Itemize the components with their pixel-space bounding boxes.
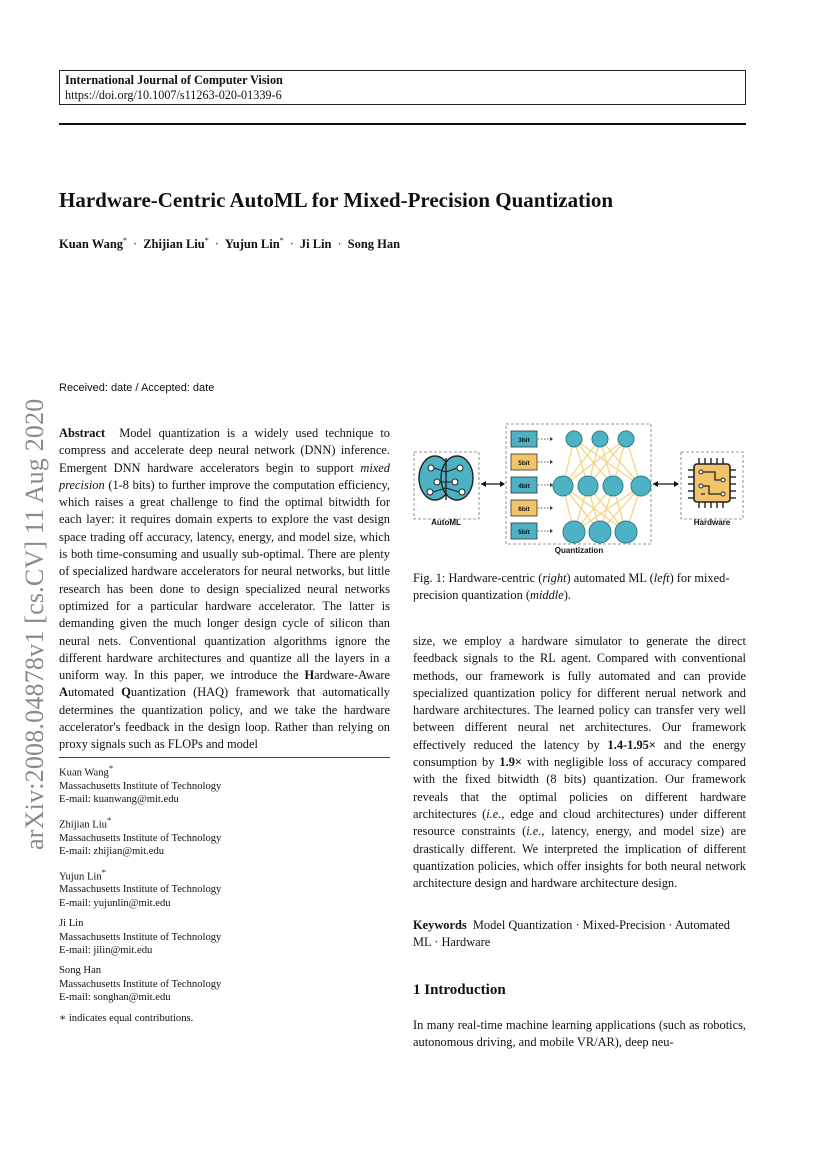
equal-mark: * (101, 866, 107, 877)
affiliation-entry (59, 762, 390, 807)
author-name: Ji Lin (299, 237, 332, 252)
affiliation-entry (59, 917, 390, 957)
author-separator: · (214, 237, 219, 252)
abstract-text: Model quantization is a widely used technique to compress and accelerate deep neural network (DNN) inference. Emergent DNN hardware accelerators begin to support (59, 426, 391, 475)
affiliation-institution: Massachusetts Institute of Technology (59, 832, 222, 844)
affiliation-institution: Massachusetts Institute of Technology (59, 884, 222, 896)
bit-box-5 (511, 523, 537, 539)
paper-title: Hardware-Centric AutoML for Mixed-Precision Quantization (59, 188, 614, 212)
svg-text:5bit: 5bit (518, 529, 530, 536)
caption-emphasis: middle (530, 588, 564, 603)
caption-text: ) for mixed-precision quantization ( (413, 571, 730, 603)
bit-box-4 (511, 500, 537, 516)
doi-link[interactable]: https://doi.org/10.1007/s11263-020-01339-6 (65, 88, 282, 102)
neuron-layer-3 (563, 521, 637, 543)
author-name: Yujun Lin (224, 237, 280, 252)
author-name: Song Han (347, 237, 401, 252)
equal-contribution-note: ∗ indicates equal contributions. (59, 1012, 194, 1024)
quantization-label: Quantization (554, 546, 604, 555)
equal-mark: * (279, 236, 284, 245)
abstract-text: uantization (HAQ) framework that automatically determines the quantization policy, and we take the hardware accelerator's feedback in the design loop. Rather than relying on proxy signals such as FLOPs and model (59, 685, 390, 752)
header-rule (59, 123, 746, 125)
abstract-text: ardware-Aware (314, 668, 390, 683)
abstract-emphasis: i.e. (526, 824, 542, 839)
latency-speedup: 1.4-1.95× (607, 737, 656, 752)
affiliation-name: Song Han (59, 965, 102, 977)
svg-text:5bit: 5bit (518, 460, 530, 467)
affiliation-footnotes (59, 762, 390, 1025)
keywords-text: Model Quantization · Mixed-Precision · Automated ML · Hardware (413, 918, 730, 950)
equal-mark: * (108, 763, 114, 773)
affiliation-email[interactable]: E-mail: zhijian@mit.edu (59, 846, 165, 858)
abstract-left-column (59, 425, 390, 754)
affiliation-email[interactable]: E-mail: songhan@mit.edu (59, 992, 171, 1004)
abstract-emphasis: mixed precision (59, 460, 390, 492)
journal-header-box (59, 70, 746, 105)
haq-letter: Q (121, 685, 131, 700)
keywords-label: Keywords (413, 918, 467, 932)
footnote-rule (59, 757, 390, 758)
caption-emphasis: left (653, 571, 670, 585)
abstract-label: Abstract (59, 426, 106, 440)
caption-text: Fig. 1: Hardware-centric ( (413, 571, 543, 585)
figure-1-caption (413, 570, 746, 605)
journal-name: International Journal of Computer Vision (65, 73, 283, 87)
affiliation-name: Zhijian Liu (59, 819, 107, 831)
author-list (59, 236, 400, 252)
abstract-right-column (413, 633, 746, 892)
author-separator: · (289, 237, 294, 252)
abstract-emphasis: i.e. (486, 806, 502, 821)
automl-label: AutoML (431, 518, 461, 527)
abstract-text: , latency, energy, and model size) are drastically different. We interpreted the implication of different quantization policies, which offer insights for both neural network architecture design and hardware architecture design. (413, 824, 747, 891)
introduction-text: In many real-time machine learning applications (such as robotics, autonomous driving, and mobile VR/AR), deep neu- (413, 1018, 746, 1050)
abstract-text: with negligible loss of accuracy compared with the fixed bitwidth (8 bits) quantization. Our framework reveals that the optimal policies on different hardware architectures ( (413, 755, 746, 821)
affiliation-entry (59, 964, 390, 1004)
affiliation-name: Kuan Wang (59, 767, 109, 779)
figure-1-diagram (413, 422, 746, 562)
caption-text: ). (563, 588, 571, 603)
author-separator: · (133, 237, 138, 252)
caption-text: ) automated ML ( (566, 571, 654, 585)
abstract-text: and the energy consumption by (413, 737, 746, 770)
affiliation-name: Ji Lin (59, 918, 84, 930)
affiliation-name: Yujun Lin (59, 871, 102, 883)
caption-emphasis: right (542, 571, 567, 585)
affiliation-institution: Massachusetts Institute of Technology (59, 931, 222, 943)
abstract-text: utomated (67, 685, 115, 700)
equal-mark: * (123, 236, 128, 245)
haq-letter: H (304, 668, 315, 683)
bit-dotted-arrows (538, 439, 551, 531)
affiliation-institution: Massachusetts Institute of Technology (59, 978, 222, 990)
neuron-layer-1 (566, 431, 634, 447)
chip-icon (688, 458, 736, 508)
arxiv-side-stamp: arXiv:2008.04878v1 [cs.CV] 11 Aug 2020 (20, 398, 49, 850)
affiliation-institution: Massachusetts Institute of Technology (59, 780, 222, 792)
neuron-layer-2 (553, 476, 651, 496)
affiliation-email[interactable]: E-mail: jilin@mit.edu (59, 945, 153, 957)
author-separator: · (337, 237, 342, 252)
abstract-text: size, we employ a hardware simulator to generate the direct feedback signals to the RL agent. Compared with conventional methods, our framework is fully automated and can provide specialized quantization policy for different nerual network and hardware architectures. The learned policy can transfer very well between different neural net architectures. Our framework effectively reduced the latency by (413, 634, 746, 752)
hardware-label: Hardware (693, 518, 731, 527)
bit-box-3 (511, 477, 537, 493)
brain-icon (419, 456, 473, 500)
author-name: Kuan Wang (59, 237, 124, 252)
author-name: Zhijian Liu (143, 237, 205, 252)
affiliation-email[interactable]: E-mail: kuanwang@mit.edu (59, 794, 179, 806)
abstract-text: , edge and cloud architectures) under different resource constraints ( (413, 806, 746, 839)
energy-reduction: 1.9× (499, 755, 522, 770)
affiliation-entry (59, 866, 390, 911)
equal-mark: * (204, 236, 209, 245)
network-edges (563, 439, 641, 532)
affiliation-entry (59, 814, 390, 859)
svg-text:4bit: 4bit (518, 483, 530, 490)
section-heading: 1 Introduction (413, 982, 506, 998)
left-double-arrow (481, 481, 505, 487)
bit-box-1 (511, 431, 537, 447)
received-date: Received: date / Accepted: date (59, 382, 215, 394)
keywords (413, 917, 746, 952)
abstract-text: (1-8 bits) to further improve the computation efficiency, which raises a great challenge to find the optimal bitwidth for each layer: it requires domain experts to explore the vast design space trading off accuracy, latency, energy, and model size, which is both time-consuming and usually sub-optimal. There are plenty of specialized hardware accelerators for neural networks, but little research has been done to design specialized neural networks optimized for a particular hardware accelerator. The latter is demanding given the much longer design cycle of silicon than neural nets. Conventional quantization algorithms ignore the different hardware architectures and quantize all the layers in a uniform way. In this paper, we introduce the (59, 477, 390, 683)
haq-letter: A (59, 685, 68, 700)
affiliation-email[interactable]: E-mail: yujunlin@mit.edu (59, 897, 171, 909)
equal-mark: * (106, 814, 112, 825)
right-double-arrow (653, 481, 679, 487)
bit-box-2 (511, 454, 537, 470)
svg-text:3bit: 3bit (518, 437, 530, 444)
svg-text:6bit: 6bit (518, 506, 530, 513)
